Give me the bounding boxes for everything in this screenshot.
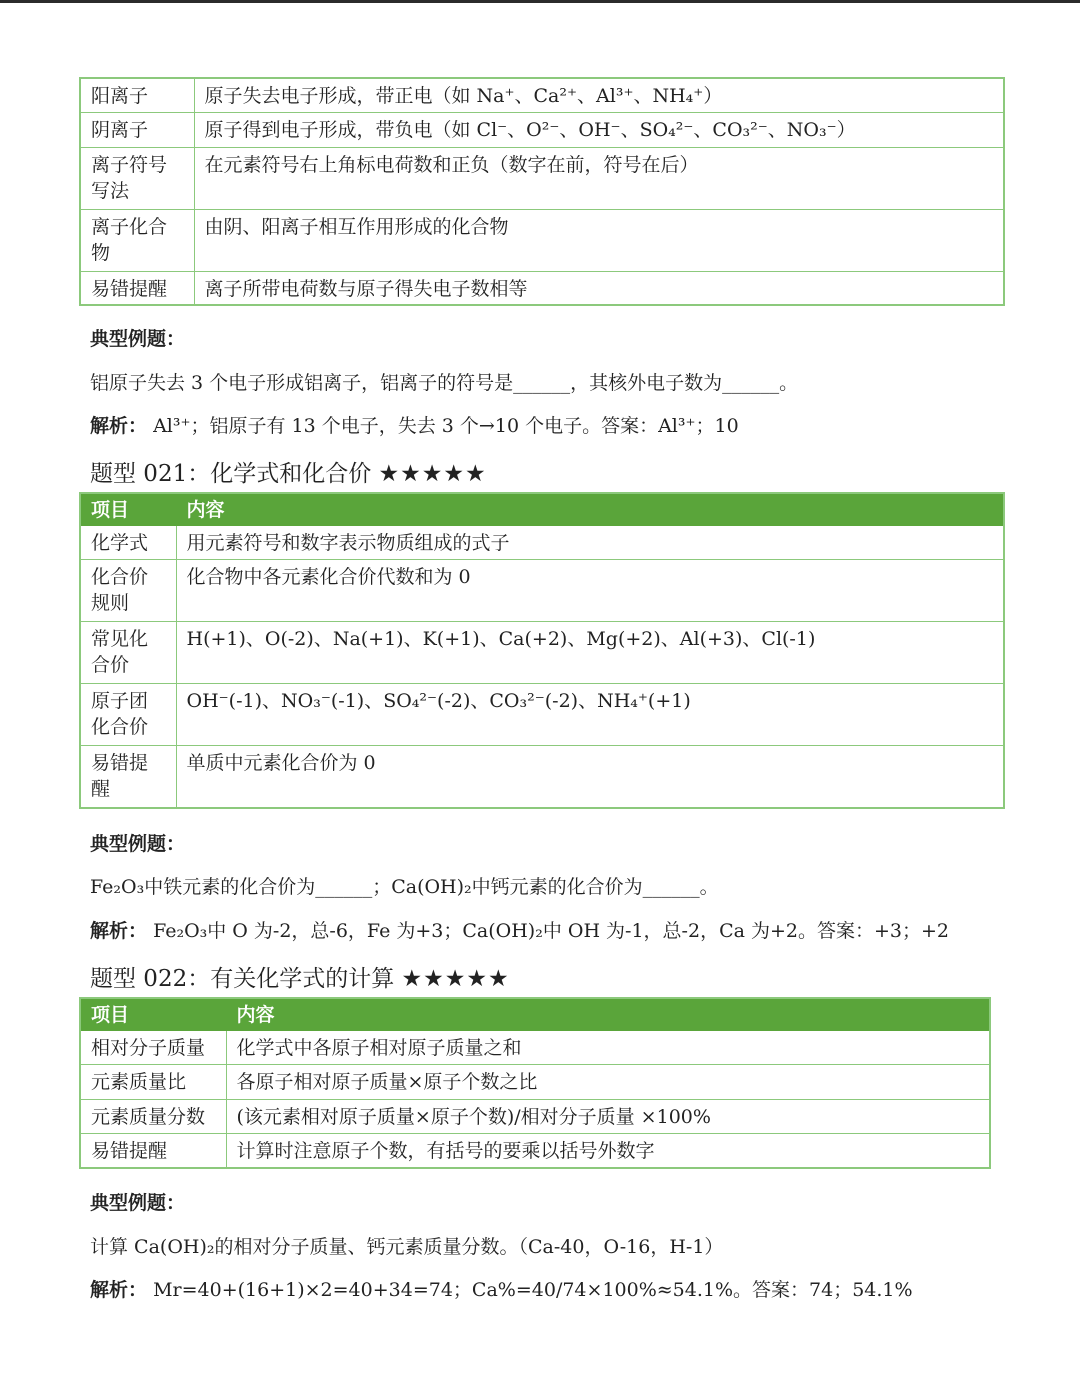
row-key: 常见化合价	[80, 622, 176, 684]
top-border	[0, 0, 1080, 3]
row-value: 单质中元素化合价为 0	[176, 746, 1004, 808]
row-key: 相对分子质量	[80, 1031, 226, 1065]
example-label: 典型例题：	[90, 1192, 186, 1214]
header-content: 内容	[176, 493, 1004, 526]
row-key: 化合价规则	[80, 560, 176, 622]
row-value: 原子失去电子形成，带正电（如 Na⁺、Ca²⁺、Al³⁺、NH₄⁺）	[194, 78, 1004, 112]
header-item: 项目	[80, 998, 226, 1031]
table-row	[80, 209, 1004, 271]
row-value: 化合物中各元素化合价代数和为 0	[176, 560, 1004, 622]
row-key: 阴离子	[80, 112, 194, 147]
header-content: 内容	[226, 998, 990, 1031]
table-row	[80, 622, 1004, 684]
example-label: 典型例题：	[90, 328, 186, 350]
row-value: 各原子相对原子质量×原子个数之比	[226, 1065, 990, 1100]
header-item: 项目	[80, 493, 176, 526]
rating-stars-icon: ★★★★★	[378, 461, 487, 487]
table-row	[80, 746, 1004, 808]
row-value: 化学式中各原子相对原子质量之和	[226, 1031, 990, 1065]
analysis-label: 解析：	[90, 920, 148, 942]
row-key: 离子符号写法	[80, 147, 194, 209]
row-key: 离子化合物	[80, 209, 194, 271]
section-title-text: 题型 022：有关化学式的计算	[90, 966, 395, 992]
table-row	[80, 147, 1004, 209]
table-row	[80, 526, 1004, 560]
ion-table	[79, 77, 1005, 306]
analysis-text: Al³⁺；铝原子有 13 个电子，失去 3 个→10 个电子。答案：Al³⁺；10	[153, 415, 739, 437]
analysis-text: Mr=40+(16+1)×2=40+34=74；Ca%=40/74×100%≈54.1%。答案：74；54.1%	[153, 1279, 913, 1301]
row-value: 计算时注意原子个数，有括号的要乘以括号外数字	[226, 1134, 990, 1168]
row-key: 易错提醒	[80, 271, 194, 305]
example-analysis	[90, 411, 739, 438]
row-value: 在元素符号右上角标电荷数和正负（数字在前，符号在后）	[194, 147, 1004, 209]
row-value: 离子所带电荷数与原子得失电子数相等	[194, 271, 1004, 305]
row-key: 元素质量分数	[80, 1100, 226, 1134]
row-value: H(+1)、O(-2)、Na(+1)、K(+1)、Ca(+2)、Mg(+2)、Al(+3)、Cl(-1)	[176, 622, 1004, 684]
analysis-text: Fe₂O₃中 O 为-2，总-6，Fe 为+3；Ca(OH)₂中 OH 为-1，总-2，Ca 为+2。答案：+3；+2	[153, 920, 949, 942]
section-title	[90, 960, 510, 993]
example-question: 铝原子失去 3 个电子形成铝离子，铝离子的符号是______，其核外电子数为______。	[90, 372, 799, 394]
table-row	[80, 1134, 990, 1168]
row-value: OH⁻(-1)、NO₃⁻(-1)、SO₄²⁻(-2)、CO₃²⁻(-2)、NH₄⁺(+1)	[176, 684, 1004, 746]
table-row	[80, 560, 1004, 622]
table-row	[80, 112, 1004, 147]
analysis-label: 解析：	[90, 415, 148, 437]
row-key: 原子团化合价	[80, 684, 176, 746]
row-key: 化学式	[80, 526, 176, 560]
row-value: 原子得到电子形成，带负电（如 Cl⁻、O²⁻、OH⁻、SO₄²⁻、CO₃²⁻、NO₃⁻）	[194, 112, 1004, 147]
example-analysis	[90, 1275, 913, 1302]
row-key: 阳离子	[80, 78, 194, 112]
row-value: 用元素符号和数字表示物质组成的式子	[176, 526, 1004, 560]
analysis-label: 解析：	[90, 1279, 148, 1301]
row-key: 易错提醒	[80, 746, 176, 808]
rating-stars-icon: ★★★★★	[401, 966, 510, 992]
table-row	[80, 1031, 990, 1065]
example-label: 典型例题：	[90, 833, 186, 855]
table-row	[80, 78, 1004, 112]
row-value: (该元素相对原子质量×原子个数)/相对分子质量 ×100%	[226, 1100, 990, 1134]
table-row	[80, 271, 1004, 305]
table-header-row	[80, 998, 990, 1031]
table-header-row	[80, 493, 1004, 526]
section-title-text: 题型 021：化学式和化合价	[90, 461, 372, 487]
valence-table	[79, 492, 1005, 809]
row-key: 元素质量比	[80, 1065, 226, 1100]
row-value: 由阴、阳离子相互作用形成的化合物	[194, 209, 1004, 271]
table-row	[80, 1100, 990, 1134]
formula-calc-table	[79, 997, 991, 1169]
row-key: 易错提醒	[80, 1134, 226, 1168]
table-row	[80, 1065, 990, 1100]
section-title	[90, 455, 487, 488]
table-row	[80, 684, 1004, 746]
example-analysis	[90, 916, 949, 943]
example-question: Fe₂O₃中铁元素的化合价为______；Ca(OH)₂中钙元素的化合价为______。	[90, 876, 719, 898]
example-question: 计算 Ca(OH)₂的相对分子质量、钙元素质量分数。（Ca-40，O-16，H-1）	[90, 1236, 724, 1258]
